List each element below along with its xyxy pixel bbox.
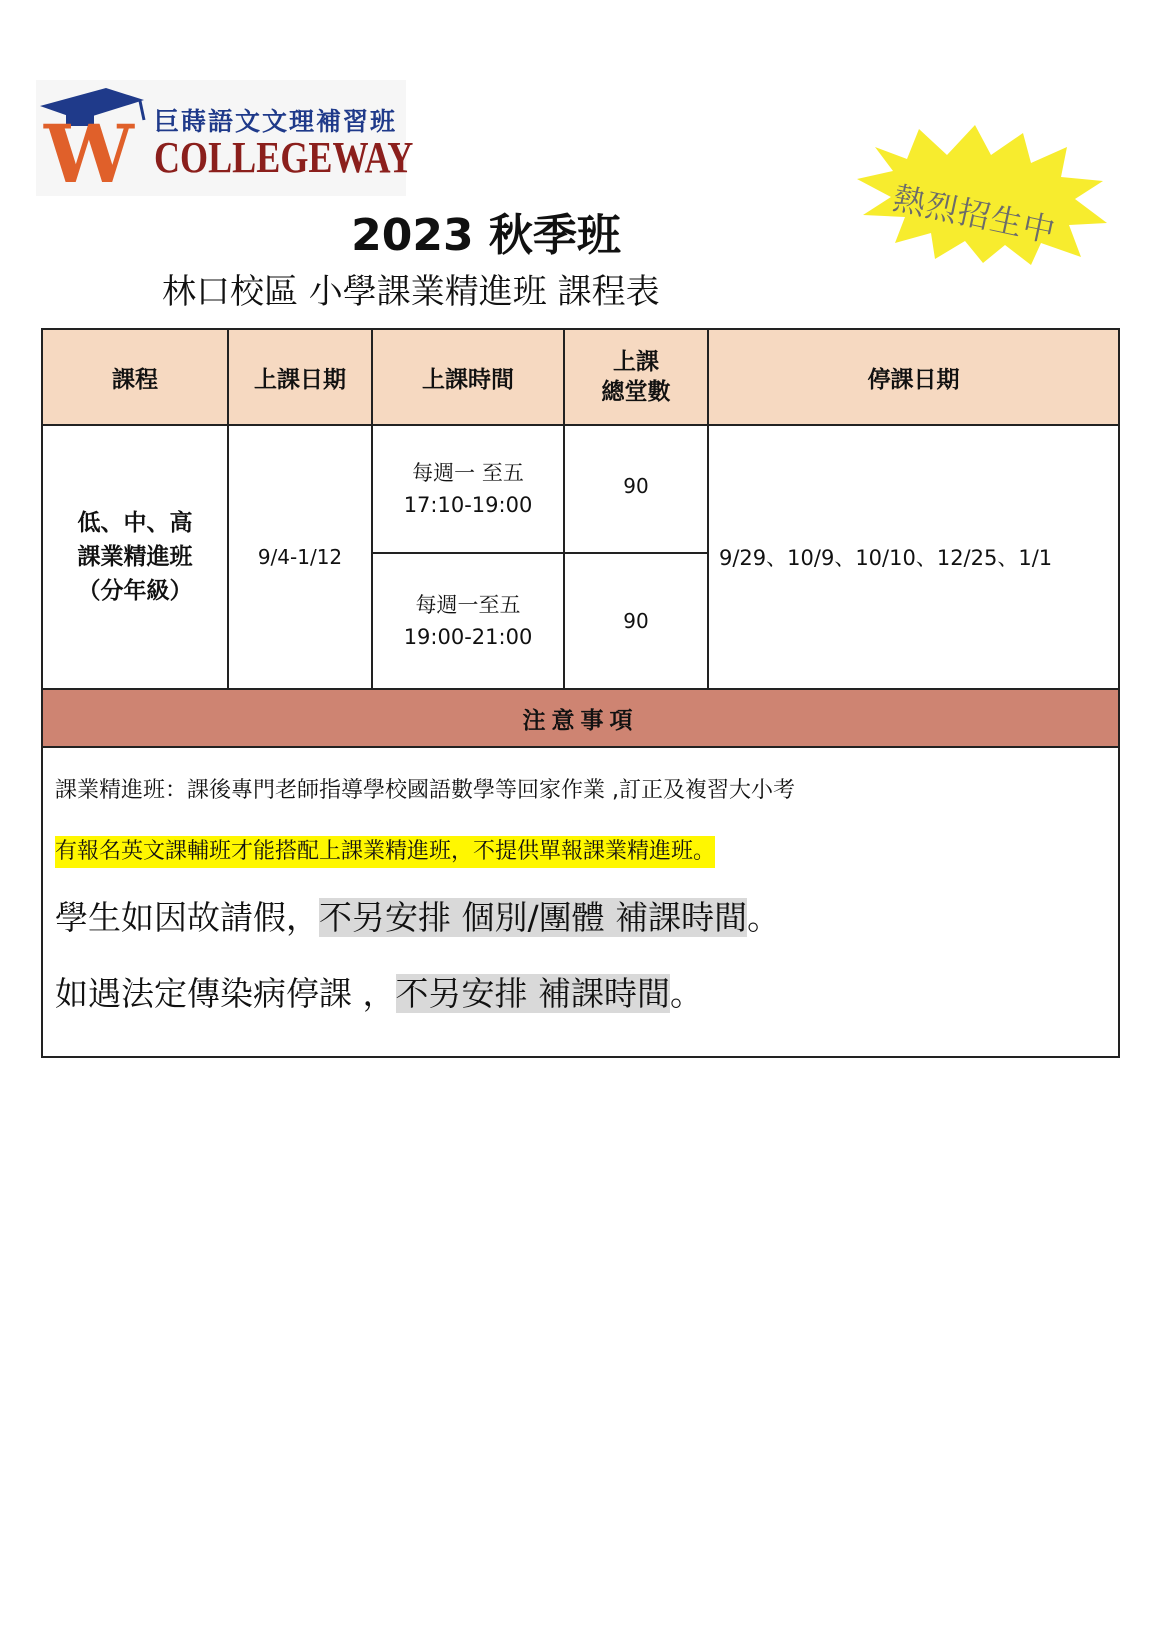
notice-heading: 注意事項 [42, 689, 1119, 747]
logo-letter: W [44, 107, 130, 201]
notice-line-4 [55, 970, 1118, 1018]
notice-line-3-suffix: 。 [747, 898, 781, 937]
date-cell: 9/4-1/12 [228, 425, 372, 689]
header-count: 上課 總堂數 [564, 329, 708, 425]
count-cell: 90 [564, 553, 708, 689]
count-cell: 90 [564, 425, 708, 553]
time-cell: 每週一 至五 17:10-19:00 [372, 425, 564, 553]
time-cell: 每週一至五 19:00-21:00 [372, 553, 564, 689]
notice-line-3 [55, 894, 1118, 942]
table-header-row [42, 329, 1119, 425]
schedule-table [41, 328, 1120, 1058]
header-date: 上課日期 [228, 329, 372, 425]
notice-line-4-highlight: 不另安排 補課時間 [395, 974, 670, 1013]
notice-line-3-highlight: 不另安排 個別/團體 補課時間 [319, 898, 748, 937]
page-title: 2023 秋季班 [351, 210, 621, 261]
notice-header-row [42, 689, 1119, 747]
logo-english-name: COLLEGEWAY [154, 133, 414, 182]
page-subtitle: 林口校區 小學課業精進班 課程表 [162, 272, 660, 312]
notice-line-4-prefix: 如遇法定傳染病停課 ， [55, 974, 396, 1013]
stop-dates-cell: 9/29、10/9、10/10、12/25、1/1 [708, 425, 1119, 689]
notice-line-3-prefix: 學生如因故請假， [55, 898, 319, 937]
header-time: 上課時間 [372, 329, 564, 425]
burst-text: 熱烈招生中 [889, 178, 1060, 251]
notice-line-4-suffix: 。 [670, 974, 703, 1013]
course-cell: 低、中、高 課業精進班 （分年級） [42, 425, 228, 689]
notice-body [42, 747, 1119, 1057]
header-stop: 停課日期 [708, 329, 1119, 425]
notice-line-2-highlighted: 有報名英文課輔班才能搭配上課業精進班，不提供單報課業精進班。 [55, 836, 715, 868]
notice-line-1: 課業精進班：課後專門老師指導學校國語數學等回家作業 ,訂正及複習大小考 [55, 778, 795, 803]
school-logo [36, 80, 414, 201]
table-row [42, 425, 1119, 553]
logo-chinese-name: 巨蒔語文文理補習班 [154, 107, 398, 136]
notice-body-row [42, 747, 1119, 1057]
header-course: 課程 [42, 329, 228, 425]
